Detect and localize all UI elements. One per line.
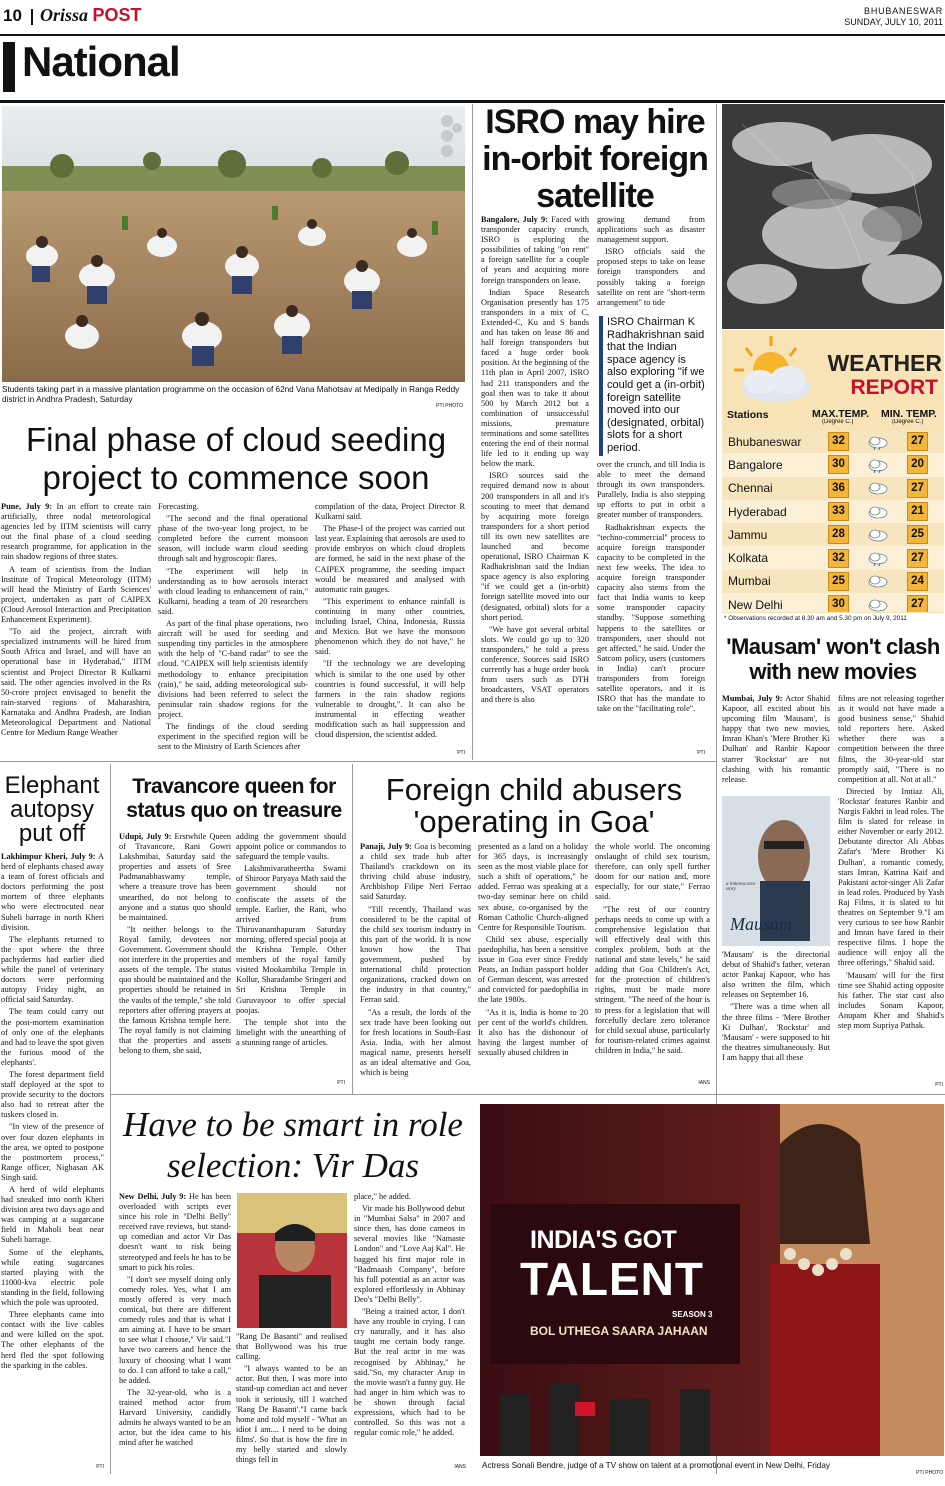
mausam-headline: 'Mausam' won't clash with new movies xyxy=(726,634,940,684)
cloud-rain-icon xyxy=(867,457,889,473)
travancore-credit: PTI xyxy=(337,1080,345,1086)
travancore-headline: Travancore queen for status quo on treasure xyxy=(126,775,342,822)
max-temp-value: 32 xyxy=(828,549,849,568)
cloud-icon xyxy=(867,573,889,589)
satellite-image xyxy=(722,104,944,329)
max-temp-value: 28 xyxy=(828,525,849,544)
cloud-credit: PTI xyxy=(457,750,465,756)
mausam-column-1-top: Mumbai, July 9: Actor Shahid Kapoor, all excited about his upcoming film 'Mausam', is happy that two new movies, Imran Khan's 'Mere Brother Ki Dulhan' and Ranbir Kapoor starrer 'Rockstar' are not clashing with his romantic release. xyxy=(722,694,830,784)
virdas-dateline: New Delhi, July 9: xyxy=(119,1192,187,1201)
show-banner-line2: TALENT xyxy=(520,1253,705,1305)
weather-table xyxy=(722,430,944,612)
virdas-photo-image xyxy=(237,1193,347,1328)
cloud-rain-icon xyxy=(867,550,889,566)
goa-column-2: presented as a land on a holiday for 365 days, is increasingly seen as the most viable place for such a shift of operations," he added. Ferrao was speaking at a two-day seminar here on child sex abuse, co-organised by the Roman Catholic Church-aligned Centre for Responsible Tourism. Child sex abuse, especially paedophilia, has been a sensitive issue in Goa ever since Freddy Peats, an Indian passport holder of German descent, was arrested and convicted for paedophilia in the late 1980s. "As it is, India is home to 20 per cent of the world's children. It also has the dishonour of having the largest number of sexually abused children in xyxy=(478,842,588,1057)
plantation-caption: Students taking part in a massive plantation programme on the occasion of 62nd Vana Mahotsav at Medipally in Ranga Reddy district in Andhra Pradesh, Saturday xyxy=(2,385,460,404)
cloud-icon xyxy=(867,480,889,496)
sonali-caption: Actress Sonali Bendre, judge of a TV show on talent at a promotional event in New Delhi, Friday xyxy=(482,1461,831,1470)
station-name: Mumbai xyxy=(728,574,771,589)
weather-header-row xyxy=(722,406,944,428)
travancore-column-2: adding the government should appoint police or commandos to safeguard the temple vaults. Lakshmivaratheertha Swami of Shiroor Paryaya Math said the government should not confiscate the assets of the temple. Earlier, the Rani, who arrived from Thiruvananthapuram Saturday morning, offered special pooja at the Krishna Temple. Other members of the royal family visited Mookambika Temple in Kollur, Sharadambe Sringeri and Sri Krishna Temple in Guruvayoor to offer special poojas. The temple shot into the limelight with the unearthing of a stunning range of articles. xyxy=(236,832,346,1047)
column-header-stations: Stations xyxy=(727,409,769,421)
station-name: Chennai xyxy=(728,481,773,496)
isro-column-1: Bangalore, July 9: Faced with transponder capacity crunch, ISRO is exploring the possibilities of taking "on rent" a foreign satellite for a couple of years and acquiring more foreign transponders on lease. Indian Space Research Organisation presently has 175 transponders in a mix of C, Extended-C, Ku and S bands and has taken on lease 86 and half foreign transponders but faced a huge order book position. At the beginning of the 11th plan in April 2007, ISRO had 211 transponders and the goal then was to take it about 500 by March 2012 but a combination of unsuccessful missions, premature terminations and some satellites entering the end of their normal life led to it ending up way below the mark. ISRO sources said the required demand now is about 200 transponders in all and it's scouting to meet that demand by acquiring more foreign transponders for a short period till its own new satellites are launched and become operational, ISRO Chairman K Radhakrishnan said the Indian space agency is also exploring "if we could get a (in-orbit) foreign satellite moved into our (designated, orbital) slots for a short period. "We have got several orbital slots. We could go up to 320 transponders," he told a press conference. Sources said ISRO currently has a huge order book from users such as DTH broadcasters, VSAT operators and there is also xyxy=(481,215,589,705)
page-number: 10 xyxy=(3,6,22,25)
sonali-photo-credit: PTI PHOTO xyxy=(916,1470,943,1476)
weather-row xyxy=(722,546,944,569)
travancore-column-1: Udupi, July 9: Erstwhile Queen of Travancore, Rani Gowri Lakshmibai, Saturday said the properties and assets of Sree Padmanabhaswamy temple, where a treasure trove has been unearthed, do not belong to anyone and a status quo should be maintained. "It neither belongs to the Royal family, devotees nor Government. Government should not interfere in the properties and assets of the temple. The status quo should be maintained and the properties should be retained in the vaults of the temple," she told reporters after offering prayers at the famous Krishna temple here. The royal family is not claiming that the properties and assets belong to them, she said, xyxy=(119,832,231,1055)
weather-row xyxy=(722,430,944,453)
show-tagline: BOL UTHEGA SAARA JAHAAN xyxy=(530,1324,708,1338)
column-rule xyxy=(110,764,111,1474)
plantation-photo xyxy=(2,106,465,382)
section-bar xyxy=(0,36,945,100)
elephant-credit: PTI xyxy=(96,1464,104,1470)
isro-column-2-top: growing demand from applications such as disaster management support. ISRO officials said the proposed steps to take on lease foreign transponders and possibly taking a foreign satellite on rent are "short-term arrangement" to tide xyxy=(597,215,705,307)
weather-subtitle: REPORT xyxy=(850,376,938,399)
max-temp-value: 32 xyxy=(828,432,849,451)
elephant-dateline: Lakhimpur Kheri, July 9: xyxy=(1,852,96,861)
sonali-photo xyxy=(480,1104,944,1456)
poster-tagline: a timeless love story xyxy=(726,882,756,892)
weather-rows xyxy=(722,430,944,612)
goa-column-3: the whole world. The oncoming onslaught of child sex tourism, therefore, can only spell further doom for our nation and, more especially, for our state," Ferrao said. "The rest of our country perhaps needs to come up with a comprehensive legislation that will effectively deal with this complex problem, both at the national and state levels," he said adding that Goa Children's Act, for the protection of children's rights, must be made more stringent. "The need of the hour is to press for a legislation that will forcefully declare zero tolerance for child sexual abuse, particularly for tourism-related crimes against children in India," he said. xyxy=(595,842,710,1055)
virdas-column-1: New Delhi, July 9: He has been overloaded with scripts ever since his role in "Delhi Belly" received rave reviews, but stand-up comedian and actor Vir Das doesn't want to risk being stereotyped and feels he has to be smart to pick his roles. "I don't see myself doing only comedy roles. Yes, what I am mostly offered is very much comical, but there are different comedy roles and that is what I am aiming at. I have to be smart to see what I choose," Vir said."I have two careers and hence the luxury of choosing what I want to do. I can afford to take a call," he added. The 32-year-old, who is a trained method actor from Harvard University, candidly admits he always wanted to be an actor, but the idea came to his mind after he watched xyxy=(119,1192,231,1448)
mausam-poster xyxy=(722,796,830,946)
city-name: BHUBANESWAR xyxy=(864,6,943,16)
cloud-rain-icon xyxy=(867,434,889,450)
mausam-credit: PTI xyxy=(935,1082,943,1088)
min-temp-value: 20 xyxy=(907,455,928,474)
cloud-icon xyxy=(867,597,889,612)
sun-cloud-icon xyxy=(726,332,816,408)
elephant-headline: Elephant autopsy put off xyxy=(4,774,100,846)
horizontal-rule xyxy=(110,1094,716,1095)
section-rule xyxy=(0,100,945,103)
isro-column-2-bottom: over the crunch, and till India is able to meet the demand through its own transponders. Parallely, India is also stepping up efforts to put in orbit a greater number of transponders. Radhakrishnan expects the "techno-commercial" process to acquire foreign transponder capacity to be completed in the next few weeks. The idea to acquire foreign transponder capacity also stems from the fact that India wants to keep some transponder capacity standby. "Suppose something happens to the satellites or transponders, user should not get affected," he said. Under the Satcom policy, users (customers in India) can't procure transponders from foreign satellite operators, and it is ISRO that has the mandate to take on the "facilitating role". xyxy=(597,460,705,714)
plantation-photo-credit: PTI PHOTO xyxy=(436,403,463,409)
column-rule xyxy=(472,104,473,760)
goa-dateline: Panaji, July 9: xyxy=(360,842,412,851)
min-temp-value: 27 xyxy=(907,479,928,498)
station-name: New Delhi xyxy=(728,597,783,612)
goa-credit: IANS xyxy=(698,1080,710,1086)
weather-row xyxy=(722,500,944,523)
max-temp-value: 36 xyxy=(828,479,849,498)
weather-panel xyxy=(722,330,944,613)
station-name: Hyderabad xyxy=(728,504,787,519)
isro-dateline: Bangalore, July 9: xyxy=(481,215,548,224)
virdas-credit: IANS xyxy=(454,1464,466,1470)
show-banner-line1: INDIA'S GOT xyxy=(530,1226,677,1254)
virdas-column-2: "Rang De Basanti" and realised that Bollywood was his true calling. "I always wanted to be an actor. But then, I was more into stand-up comedian act and never took it seriously, till I watched 'Rang De Basanti'."I came back home and told myself - 'What an idiot I am.... I need to be doing films'. So that is how the fire in my belly started and slowly things fell in xyxy=(236,1332,347,1465)
column-header-max: MAX.TEMP. xyxy=(812,408,869,420)
section-marker xyxy=(3,42,15,92)
cloud-column-1: Pune, July 9: In an effort to create rain artificially, three nodal meteorological agencies led by IITM scientists will carry out the final phase of a cloud seeding research programme, for application in the rain shadow regions of three states. A team of scientists from the Indian Institute of Tropical Meteorology (IITM) will head the Ministry of Earth Sciences' project, undertaken as part of CAIPEX (Cloud Aerosol Interaction and Precipitation Enhancement Experiment). "To aid the project, aircraft with specialized instruments will be hired from South Africa and Israel, and will have an operational base in Hyderabad," IITM scientist and Project Director R Kulkarni said. The other agencies involved in the Rs 50-crore project envisaged to benefit the rain-starved regions of Maharashtra, Karnataka and Andhra Pradesh, are Indian Meteorological Department and National Centre for Medium Range Weather xyxy=(1,502,151,738)
max-temp-value: 33 xyxy=(828,502,849,521)
min-temp-value: 27 xyxy=(907,595,928,612)
travancore-dateline: Udupi, July 9: xyxy=(119,832,172,841)
min-temp-value: 25 xyxy=(907,525,928,544)
isro-credit: PTI xyxy=(697,750,705,756)
goa-headline: Foreign child abusers 'operating in Goa' xyxy=(385,774,683,838)
weather-note: * Observations recorded at 8.30 am and 5.30 pm on July 9, 2011 xyxy=(724,615,907,622)
weather-row xyxy=(722,477,944,500)
cloud-icon xyxy=(867,504,889,520)
show-season: SEASON 3 xyxy=(672,1310,713,1319)
weather-row xyxy=(722,453,944,476)
masthead xyxy=(0,0,945,34)
cloud-dateline: Pune, July 9: xyxy=(1,502,53,511)
issue-date: SUNDAY, JULY 10, 2011 xyxy=(844,17,943,27)
cloud-icon xyxy=(867,527,889,543)
virdas-photo xyxy=(237,1193,347,1328)
mausam-dateline: Mumbai, July 9: xyxy=(722,694,783,703)
isro-headline: ISRO may hire in-orbit foreign satellite xyxy=(482,104,708,215)
cloud-column-3: compilation of the data, Project Director R Kulkarni said. The Phase-I of the project was carried out last year. Explaining that aerosols are used to provide embryos on which cloud droplets are formed, he said in the next phase of the CAIPEX programme, the seeding impact would be measured and analysed with automatic rain gauges. "This experiment to enhance rainfall is continuing in many other countries, including Israel, China, Indonesia, Russia and Mexico. But we have the monsoon phenomenon which they do not have," he said. "If the technology we are developing which is similar to the one used by other countries is found successful, it will help farmers in the rain shadow regions vulnerable to drought,". It can also be instrumental in effecting weather modification such as hail suppression and cloud dispersion, the scientist added. xyxy=(315,502,465,740)
isro-pullquote: ISRO Chairman K Radhakrishnan said that the Indian space agency is also exploring "if we could get a (in-orbit) foreign satellite moved into our (designated, orbital) slots for a short period. xyxy=(599,316,705,456)
max-temp-value: 30 xyxy=(828,455,849,474)
poster-title: Mausam xyxy=(730,914,792,934)
plantation-photo-image xyxy=(2,106,465,382)
column-header-min: MIN. TEMP. xyxy=(881,408,937,420)
satellite-image-graphic xyxy=(722,104,944,329)
station-name: Jammu xyxy=(728,527,768,542)
column-header-min-unit: (Degree C.) xyxy=(892,419,924,425)
virdas-column-3: place," he added. Vir made his Bollywood debut in "Mumbai Salsa" in 2007 and since then, has done cameos in several movies like "Namaste London" and "Love Aaj Kal". He bagged his first major role in "Badmaash Company", before his full potential as an actor was explored effortlessly in Abhinay Deo's "Delhi Belly". "Being a trained actor, I don't have any trouble in crying. I can cry naturally, and it has also taught me certain body range. But the real actor in me was recognised by Abhinay," he said."So, my character Arup in the movie wasn't a funny guy. He had anger in him which was to be shown through facial expressions, which had to be controlled. So this was not a regular comic role," he added. xyxy=(354,1192,465,1438)
weather-row xyxy=(722,570,944,593)
min-temp-value: 27 xyxy=(907,432,928,451)
column-rule xyxy=(352,764,353,1094)
weather-row xyxy=(722,523,944,546)
cloud-column-2: Forecasting. "The second and the final operational phase of the two-year long project, to be completed before the current monsoon season, will include warm cloud seeding through salt and hygroscopic flares. "The experiment will help in understanding as to how aerosols interact with cloud leading to enhancement of rain," Kulkarni, heading a team of 20 researchers said. As part of the final phase operations, two aircraft will be used for seeding and suspending tiny particles in the atmosphere with the help of "C-band radar" to see the cloud. "CAIPEX will help scientists identify methodology to enhance precipitation (rain)," he said, adding meteorological sub-divisions had been referred to select the peninsular rain shadow regions for the project. The findings of the cloud seeding experiment in the specified region will be sent to the Ministry of Earth Sciences after xyxy=(158,502,308,752)
weather-title: WEATHER xyxy=(827,350,942,376)
min-temp-value: 27 xyxy=(907,549,928,568)
weather-row xyxy=(722,593,944,612)
paper-name: Orissa POST xyxy=(40,5,142,25)
virdas-headline: Have to be smart in role selection: Vir Das xyxy=(123,1105,463,1185)
max-temp-value: 30 xyxy=(828,595,849,612)
mausam-column-1-bottom: 'Mausam' is the directorial debut of Shahid's father, veteran actor Pankaj Kapoor, who has also written the film, which releases on September 16. "There was a time when all the three films - 'Mere Brother Ki Dulhan', 'Rockstar' and 'Mausam' - were supposed to hit the theatres simultaneously. But I am happy that all these xyxy=(722,950,830,1062)
cloud-seeding-headline: Final phase of cloud seeding project to commence soon xyxy=(25,421,447,496)
min-temp-value: 24 xyxy=(907,572,928,591)
elephant-article: Lakhimpur Kheri, July 9: A herd of elephants chased away a team of forest officials and doctors performing the post mortem of three elephants who were electrocuted near Suheli barrage in north Kheri division. The elephants returned to the spot where the three pachyderms had earlier died while the panel of veterinary doctors were performing autopsy Friday night, an official said Saturday. The team could carry out the post-mortem examination of only one of the elephants and had to leave the spot given the furious mood of the elephants'. The forest department field staff deployed at the spot to provide security to the doctors also had to retreat after the tuskers closed in. "In view of the presence of over four dozen elephants in the area, we opted to postpone the postmortem process," Range officer, Nighasan AK Singh said. A herd of wild elephants had sneaked into north Kheri division area two days ago and was camping at a sugarcane field in Maholi beat near Suheli barrage. Some of the elephants, while eating sugarcanes started playing with the 11000-kva electric pole standing in the field, following which the pole was uprooted. Three elephants came into contact with the live cables and were killed on the spot. The other elephants of the herd fled the spot following the sparking in the cables. xyxy=(1,852,104,1370)
min-temp-value: 21 xyxy=(907,502,928,521)
column-header-max-unit: (Degree C.) xyxy=(822,419,854,425)
section-title: National xyxy=(22,38,180,85)
horizontal-rule xyxy=(716,1094,945,1095)
masthead-divider xyxy=(31,9,33,25)
station-name: Kolkata xyxy=(728,551,769,566)
horizontal-rule xyxy=(0,761,716,762)
mausam-column-2: films are not releasing together as it would not have made a good business sense," Shahid told reporters here. Asked whether there was a competition between the three films, the 30-year-old star promptly said, "There is no competition at all. Not at all." Directed by Imtiaz Ali, 'Rockstar' features Ranbir and Nargis Fakhri in lead roles. The film is slated for release in either November or early 2012. Debutante director Ali Abbas Zafar's 'Mere Brother Ki Dulhan', a romantic comedy, stars Imran, Katrina Kaif and Pakistani actor-singer Ali Zafar in lead roles. Produced by Yash Raj Films, it is slated to hit theatres on September 9."I am very curious to see how Ranbir and Imran have fared in their respective films. I hope the audience will enjoy all the three offerings," Shahid said. 'Mausam' will for the first time see Shahid acting opposite his father. The star cast also includes Sonam Kapoor, Anupam Kher and Shahid's step mom Supriya Pathak. xyxy=(838,694,944,1030)
station-name: Bangalore xyxy=(728,457,783,472)
station-name: Bhubaneswar xyxy=(728,434,802,449)
goa-column-1: Panaji, July 9: Goa is becoming a child sex trade hub after Thailand's crackdown on its thriving child abuse industry, Archbishop Filipe Neri Ferrao said Saturday. "Till recently, Thailand was considered to be the capital of the child sex tourism industry in this part of the world. It is now known how the Thai government, pushed by international child protection organizations, cracked down on the industry in that country," Ferrao said. "As a result, the lords of the sex trade have been looking out for fresh locations in South-East Asia. India, with her almost magical name, presents herself as an ideal alternative and Goa, which is being xyxy=(360,842,471,1078)
max-temp-value: 25 xyxy=(828,572,849,591)
